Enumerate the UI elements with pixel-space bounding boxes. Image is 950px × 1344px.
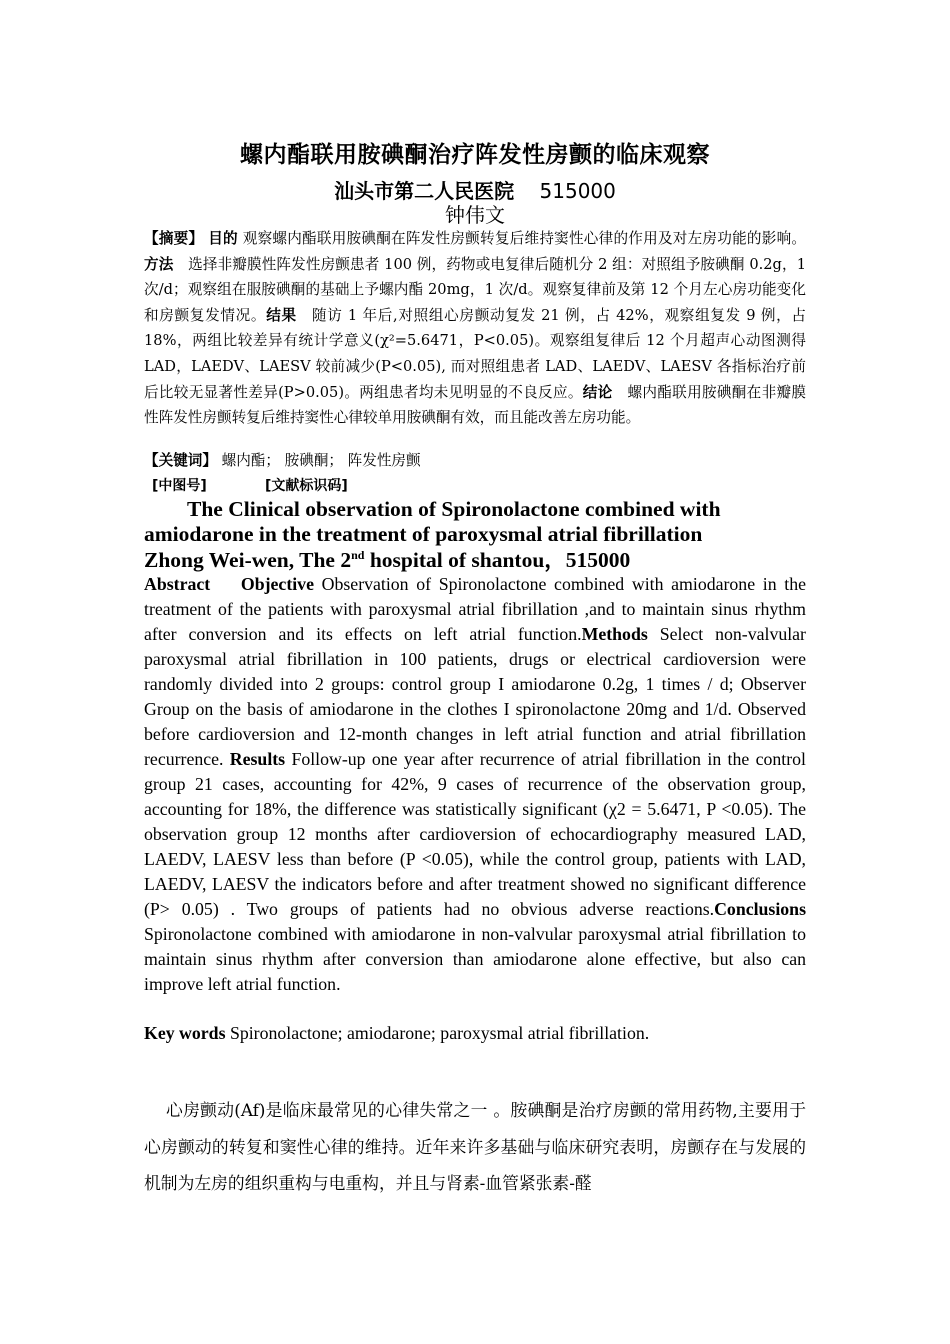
author-en-prefix: Zhong Wei-wen, The 2 bbox=[144, 548, 352, 572]
author-en-sup: nd bbox=[351, 547, 365, 562]
title-en-line2: amiodarone in the treatment of paroxysmal atrial fibrillation bbox=[144, 522, 703, 546]
author-en-suffix: hospital of shantou，515000 bbox=[364, 548, 631, 572]
keywords-text-cn: 螺内酯； 胺碘酮； 阵发性房颤 bbox=[216, 452, 421, 469]
keywords-text-en: Spironolactone; amiodarone; paroxysmal atrial fibrillation. bbox=[225, 1023, 650, 1043]
keywords-cn bbox=[144, 450, 806, 472]
methods-text-cn: 选择非瓣膜性阵发性房颤患者 100 例，药物或电复律后随机分 2 组：对照组予胺碘酮 0.2g，1 次/d；观察组在服胺碘酮的基础上予螺内酯 20mg，1 次/d。观察复律前及第 12 个月左心房功能变化和房颤复发情况。 bbox=[144, 255, 806, 324]
paper-title-en bbox=[144, 497, 806, 547]
objective-label-en: Objective bbox=[240, 574, 314, 594]
keywords-en bbox=[144, 1021, 806, 1046]
hospital-name-cn: 汕头市第二人民医院 bbox=[334, 179, 515, 203]
abstract-label-en: Abstract bbox=[144, 574, 211, 594]
objective-text-en: Observation of Spironolactone combined with amiodarone in the treatment of the patients with paroxysmal atrial fibrillation ,and to maintain sinus rhythm after conversion and its effects on left atrial function. bbox=[144, 574, 806, 644]
doc-code-label: [文献标识码] bbox=[265, 478, 348, 494]
author-en bbox=[144, 547, 806, 573]
methods-label-cn: 方法 bbox=[144, 255, 174, 273]
abstract-cn bbox=[144, 226, 806, 431]
abstract-label-cn: 【摘要】 bbox=[144, 230, 204, 247]
keywords-label-en: Key words bbox=[144, 1023, 226, 1043]
conclusions-text-en: Spironolactone combined with amiodarone in non-valvular paroxysmal atrial fibrillation to maintain sinus rhythm after conversion than amiodarone alone effective, but also can improve left atrial function. bbox=[144, 924, 806, 994]
classification-cn bbox=[144, 475, 806, 497]
objective-label-cn: 目的 bbox=[208, 230, 238, 247]
keywords-label-cn: 【关键词】 bbox=[144, 452, 217, 469]
postcode-cn: 515000 bbox=[539, 179, 616, 203]
results-text-en: Follow-up one year after recurrence of atrial fibrillation in the control group 21 cases, accounting for 42%, 9 cases of recurrence of the observation group, accounting for 18%, the difference was statistically significant (χ2 = 5.6471, P <0.05). The observation group 12 months after cardioversion of echocardiography measured LAD, LAEDV, LAESV less than before (P <0.05), while the control group, patients with LAD, LAEDV, LAESV the indicators before and after treatment showed no significant difference (P> 0.05) . Two groups of patients had no obvious adverse reactions. bbox=[144, 749, 806, 919]
title-en-line1: The Clinical observation of Spironolactone combined with bbox=[187, 497, 721, 521]
results-label-en: Results bbox=[229, 749, 286, 769]
results-label-cn: 结果 bbox=[266, 306, 297, 324]
methods-label-en: Methods bbox=[581, 624, 648, 644]
conclusion-text-cn: 螺内酯联用胺碘酮在非瓣膜性阵发性房颤转复后维持窦性心律较单用胺碘酮有效，而且能改善左房功能。 bbox=[144, 383, 806, 427]
body-paragraph-cn: 心房颤动(Af)是临床最常见的心律失常之一 。胺碘酮是治疗房颤的常用药物,主要用于心房颤动的转复和窦性心律的维持。近年来许多基础与临床研究表明，房颤存在与发展的机制为左房的组织重构与电重构，并且与肾素-血管紧张素-醛 bbox=[144, 1100, 806, 1193]
paper-title-cn: 螺内酯联用胺碘酮治疗阵发性房颤的临床观察 bbox=[240, 142, 710, 168]
clc-label: [中图号] bbox=[152, 478, 207, 494]
conclusion-label-cn: 结论 bbox=[582, 383, 613, 401]
author-cn: 钟伟文 bbox=[445, 203, 505, 227]
objective-text-cn: 观察螺内酯联用胺碘酮在阵发性房颤转复后维持窦性心律的作用及对左房功能的影响。 bbox=[237, 230, 806, 247]
abstract-en bbox=[144, 572, 806, 997]
results-text-cn: 随访 1 年后,对照组心房颤动复发 21 例，占 42%，观察组复发 9 例，占 18%，两组比较差异有统计学意义(χ²=5.6471，P<0.05)。观察组复律后 12 个月超声心动图测得 LAD，LAEDV、LAESV 较前减少(P<0.05), 而对照组患者 LAD、LAEDV、LAESV 各指标治疗前后比较无显著性差异(P>0.05)。两组患者均未见明显的不良反应。 bbox=[144, 306, 806, 401]
conclusions-label-en: Conclusions bbox=[714, 899, 806, 919]
methods-text-en: Select non-valvular paroxysmal atrial fibrillation in 100 patients, drugs or electrical cardioversion were randomly divided into 2 groups: control group I amiodarone 0.2g, 1 times / d; Observer Group on the basis of amiodarone in the clothes I spironolactone 20mg and 1/d. Observed before cardioversion and 12-month changes in left atrial function and atrial fibrillation recurrence. bbox=[144, 624, 806, 769]
